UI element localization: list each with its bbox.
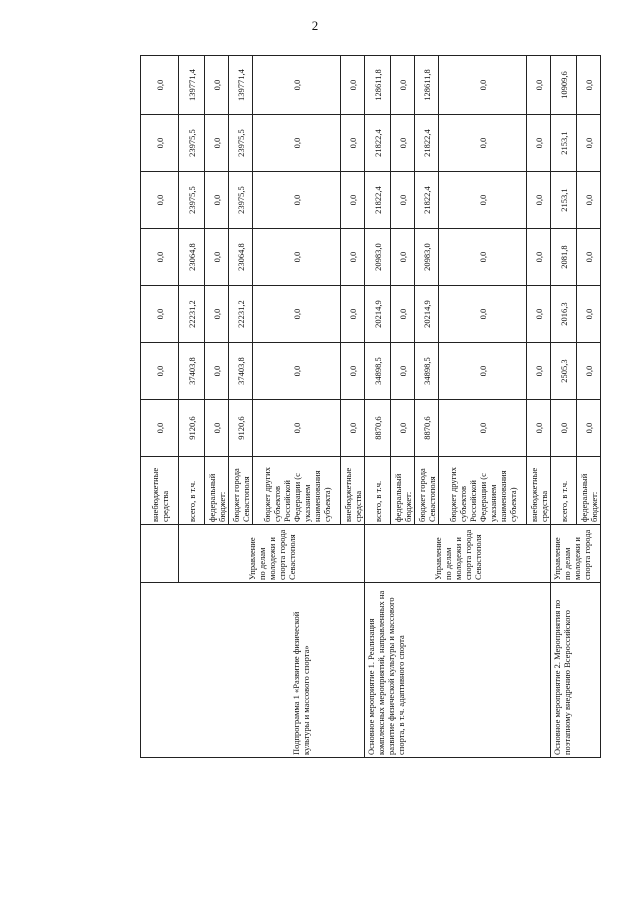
value-cell: 23975,5 (179, 115, 205, 172)
value-cell: 8870,6 (415, 400, 439, 457)
value-cell: 0,0 (439, 400, 527, 457)
value-cell: 0,0 (527, 172, 551, 229)
value-cell: 0,0 (205, 286, 229, 343)
funding-source: внебюджетные средства (341, 457, 365, 525)
program-name-cell: Основное мероприятие 2. Мероприятия по поэтапному внедрению Всероссийского (551, 583, 601, 758)
value-cell: 128611,8 (415, 56, 439, 115)
value-cell: 0,0 (391, 115, 415, 172)
value-cell: 0,0 (527, 229, 551, 286)
page-number: 2 (311, 18, 319, 33)
value-cell: 0,0 (141, 172, 179, 229)
value-cell: 37403,8 (229, 343, 253, 400)
value-cell: 0,0 (341, 229, 365, 286)
value-cell: 0,0 (141, 115, 179, 172)
value-cell: 9120,6 (229, 400, 253, 457)
value-cell: 0,0 (205, 115, 229, 172)
value-cell: 0,0 (577, 115, 601, 172)
program-name-cell: Подпрограмма 1 «Развитие физической культуры и массового спорта» (141, 583, 365, 758)
value-cell: 0,0 (577, 172, 601, 229)
value-cell: 0,0 (141, 56, 179, 115)
value-cell: 0,0 (439, 115, 527, 172)
value-cell: 21822,4 (365, 115, 391, 172)
value-cell: 0,0 (439, 172, 527, 229)
value-cell: 0,0 (205, 343, 229, 400)
value-cell: 21822,4 (365, 172, 391, 229)
value-cell: 0,0 (253, 172, 341, 229)
value-cell: 0,0 (439, 286, 527, 343)
value-cell: 0,0 (205, 56, 229, 115)
value-cell: 23975,5 (179, 172, 205, 229)
value-cell: 0,0 (341, 286, 365, 343)
value-cell: 0,0 (577, 229, 601, 286)
funding-source: внебюджетные средства (141, 457, 179, 525)
funding-source: федеральный бюджет: (577, 457, 601, 525)
value-cell: 0,0 (391, 286, 415, 343)
value-cell: 0,0 (341, 400, 365, 457)
value-cell: 10909,6 (551, 56, 577, 115)
value-cell: 0,0 (527, 115, 551, 172)
value-cell: 139771,4 (179, 56, 205, 115)
value-cell: 0,0 (391, 229, 415, 286)
value-cell: 128611,8 (365, 56, 391, 115)
value-cell: 22231,2 (179, 286, 205, 343)
funding-source: всего, в т.ч. (551, 457, 577, 525)
funding-source: федеральный бюджет: (205, 457, 229, 525)
value-cell: 20983,0 (415, 229, 439, 286)
funding-source: бюджет других субъектов Российской Федерации (с указанием наименования субъекта) (439, 457, 527, 525)
value-cell: 0,0 (577, 343, 601, 400)
executor-cell-blank (141, 525, 179, 583)
executor-cell: Управление по делам молодежи и спорта города (551, 525, 601, 583)
value-cell: 34898,5 (415, 343, 439, 400)
value-cell: 0,0 (205, 400, 229, 457)
value-cell: 0,0 (341, 56, 365, 115)
value-cell: 9120,6 (179, 400, 205, 457)
value-cell: 0,0 (391, 172, 415, 229)
value-cell: 0,0 (391, 400, 415, 457)
value-cell: 20214,9 (365, 286, 391, 343)
funding-source: бюджет города Севастополя (415, 457, 439, 525)
value-cell: 0,0 (577, 400, 601, 457)
table-row (551, 56, 577, 758)
value-cell: 0,0 (205, 172, 229, 229)
value-cell: 0,0 (205, 229, 229, 286)
budget-table (140, 55, 601, 758)
value-cell: 0,0 (341, 172, 365, 229)
funding-source: бюджет других субъектов Российской Федерации (с указанием наименования субъекта) (253, 457, 341, 525)
value-cell: 23064,8 (179, 229, 205, 286)
value-cell: 23975,5 (229, 115, 253, 172)
value-cell: 23975,5 (229, 172, 253, 229)
value-cell: 0,0 (253, 115, 341, 172)
value-cell: 0,0 (551, 400, 577, 457)
value-cell: 0,0 (253, 400, 341, 457)
value-cell: 0,0 (341, 115, 365, 172)
value-cell: 2153,1 (551, 115, 577, 172)
value-cell: 8870,6 (365, 400, 391, 457)
program-name-cell: Основное мероприятие 1. Реализация комплексных мероприятий, направленных на развитие физической культуры и массового спорта, в т.ч. адаптивного спорта (365, 583, 551, 758)
funding-source: всего, в т.ч. (365, 457, 391, 525)
value-cell: 0,0 (439, 56, 527, 115)
funding-source: внебюджетные средства (527, 457, 551, 525)
value-cell: 0,0 (577, 56, 601, 115)
value-cell: 0,0 (253, 229, 341, 286)
value-cell: 2153,1 (551, 172, 577, 229)
value-cell: 0,0 (141, 229, 179, 286)
value-cell: 0,0 (253, 286, 341, 343)
funding-source: всего, в т.ч. (179, 457, 205, 525)
value-cell: 0,0 (577, 286, 601, 343)
value-cell: 0,0 (253, 343, 341, 400)
funding-source: бюджет города Севастополя (229, 457, 253, 525)
value-cell: 37403,8 (179, 343, 205, 400)
value-cell: 0,0 (439, 343, 527, 400)
value-cell: 0,0 (527, 400, 551, 457)
value-cell: 0,0 (141, 400, 179, 457)
value-cell: 2016,3 (551, 286, 577, 343)
value-cell: 2081,8 (551, 229, 577, 286)
value-cell: 0,0 (391, 56, 415, 115)
value-cell: 0,0 (527, 56, 551, 115)
table-row (141, 56, 179, 758)
value-cell: 0,0 (253, 56, 341, 115)
funding-source: федеральный бюджет: (391, 457, 415, 525)
table-row (365, 56, 391, 758)
value-cell: 0,0 (391, 343, 415, 400)
value-cell: 20983,0 (365, 229, 391, 286)
value-cell: 0,0 (527, 286, 551, 343)
value-cell: 0,0 (141, 286, 179, 343)
value-cell: 21822,4 (415, 115, 439, 172)
value-cell: 0,0 (439, 229, 527, 286)
value-cell: 0,0 (141, 343, 179, 400)
executor-cell: Управление по делам молодежи и спорта города Севастополя (179, 525, 365, 583)
value-cell: 0,0 (341, 343, 365, 400)
value-cell: 21822,4 (415, 172, 439, 229)
value-cell: 2505,3 (551, 343, 577, 400)
value-cell: 34898,5 (365, 343, 391, 400)
value-cell: 139771,4 (229, 56, 253, 115)
value-cell: 23064,8 (229, 229, 253, 286)
executor-cell: Управление по делам молодежи и спорта города Севастополя (365, 525, 551, 583)
value-cell: 22231,2 (229, 286, 253, 343)
value-cell: 0,0 (527, 343, 551, 400)
value-cell: 20214,9 (415, 286, 439, 343)
budget-table-rotated (140, 56, 600, 758)
